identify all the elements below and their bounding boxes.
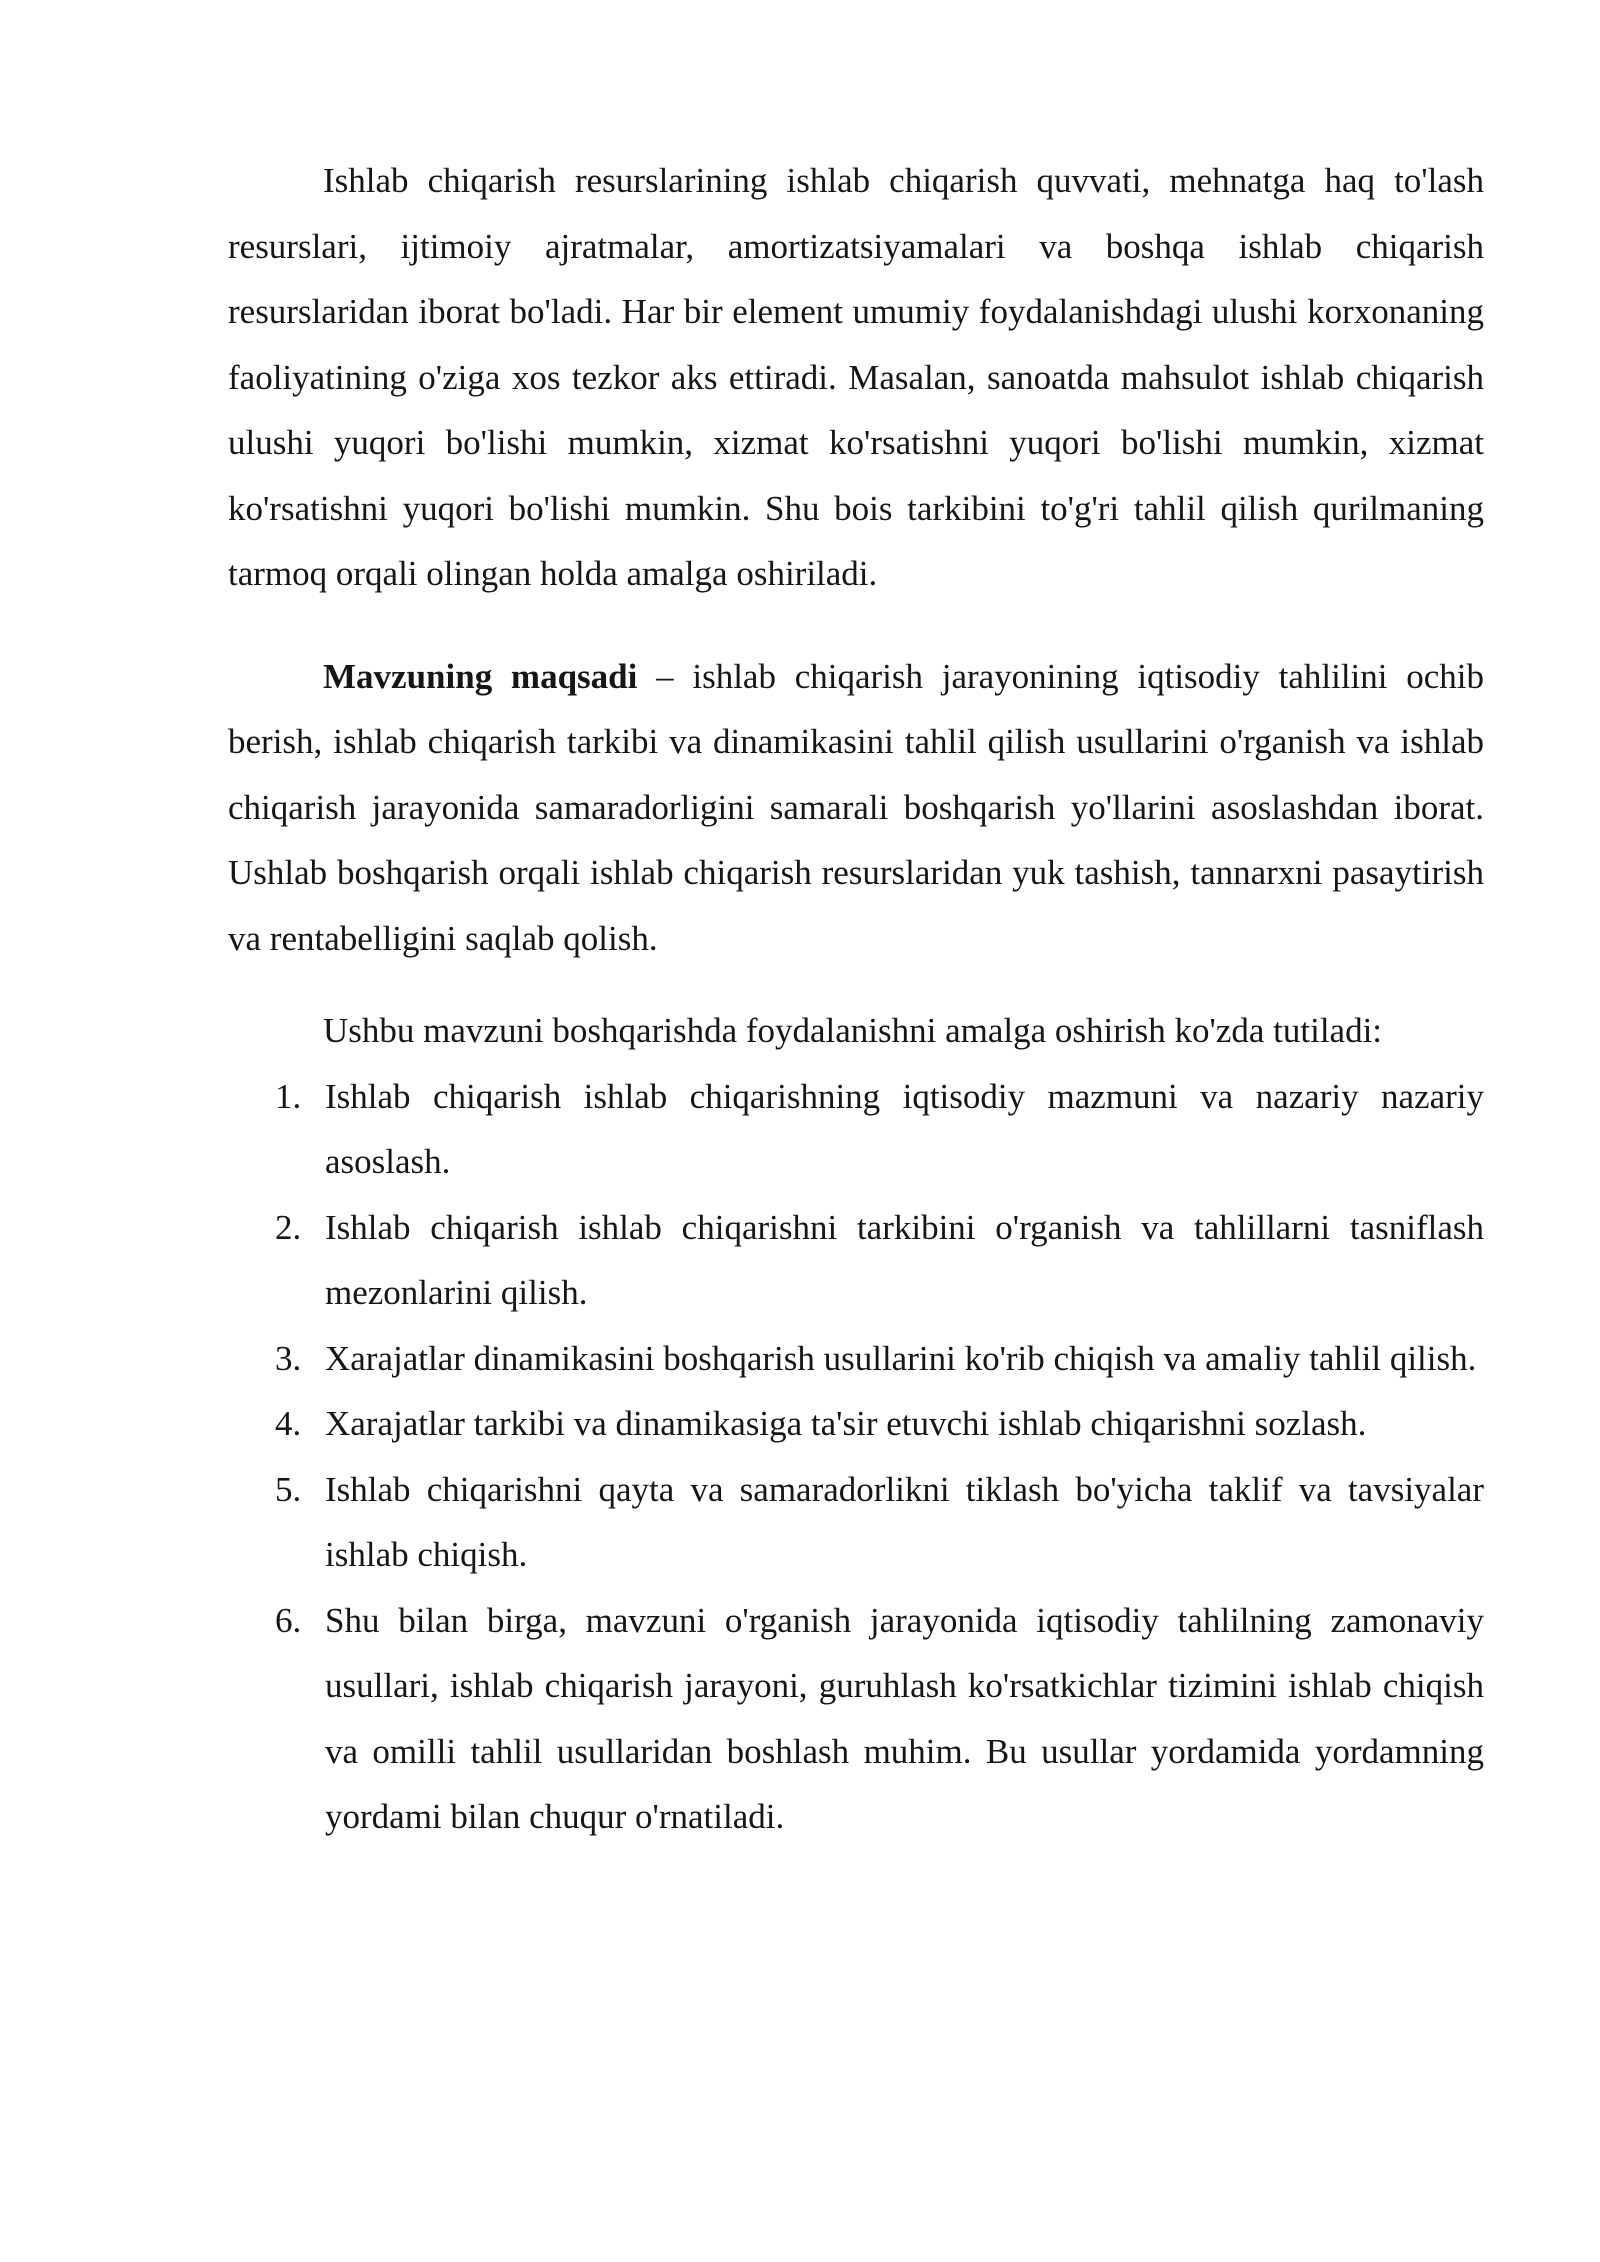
goal-heading: Mavzuning maqsadi [323, 656, 638, 696]
list-item-number: 2. [275, 1207, 302, 1247]
list-item-number: 4. [275, 1404, 302, 1443]
list-item-text: Ishlab chiqarish ishlab chiqarishni tarkibini o'rganish va tahlillarni tasniflash mezonlarini qilish. [325, 1207, 1484, 1312]
list-item-text: Xarajatlar tarkibi va dinamikasiga ta'sir etuvchi ishlab chiqarishni sozlash. [325, 1404, 1367, 1443]
list-item-number: 3. [275, 1338, 302, 1378]
list-item [228, 1326, 1484, 1392]
paragraph-resources: Ishlab chiqarish resurslarining ishlab chiqarish quvvati, mehnatga haq to'lash resurslari, ijtimoiy ajratmalar, amortizatsiyamalari va boshqa ishlab chiqarish resurslaridan iborat bo'ladi. Har bir element umumiy foydalanishdagi ulushi korxonaning faoliyatining o'ziga xos tezkor aks ettiradi. Masalan, sanoatda mahsulot ishlab chiqarish ulushi yuqori bo'lishi mumkin, xizmat ko'rsatishni yuqori bo'lishi mumkin, xizmat ko'rsatishni yuqori bo'lishi mumkin. Shu bois tarkibini to'g'ri tahlil qilish qurilmaning tarmoq orqali olingan holda amalga oshiriladi. [228, 161, 1484, 593]
goal-text: – ishlab chiqarish jarayonining iqtisodiy tahlilini ochib berish, ishlab chiqarish tarkibi va dinamikasini tahlil qilish usullarini o'rganish va ishlab chiqarish jarayonida samaradorligini samarali boshqarish yo'llarini asoslashdan iborat. Ushlab boshqarish orqali ishlab chiqarish resurslaridan yuk tashish, tannarxni pasaytirish va rentabelligini saqlab qolish. [228, 656, 1485, 958]
list-item-text: Ishlab chiqarish ishlab chiqarishning iqtisodiy mazmuni va nazariy nazariy asoslash. [325, 1076, 1484, 1181]
document-body [228, 148, 1484, 1850]
list-item [228, 1588, 1484, 1850]
list-item-text: Ishlab chiqarishni qayta va samaradorlikni tiklash bo'yicha taklif va tavsiyalar ishlab chiqish. [325, 1469, 1484, 1574]
tasks-list [228, 1064, 1484, 1850]
list-item [228, 1391, 1484, 1457]
list-item-number: 5. [275, 1469, 302, 1509]
list-item [228, 1064, 1484, 1195]
list-item-number: 6. [275, 1600, 302, 1640]
list-item [228, 1195, 1484, 1326]
list-item-text: Xarajatlar dinamikasini boshqarish usullarini ko'rib chiqish va amaliy tahlil qilish. [325, 1338, 1477, 1378]
list-item-text: Shu bilan birga, mavzuni o'rganish jarayonida iqtisodiy tahlilning zamonaviy usullari, ishlab chiqarish jarayoni, guruhlash ko'rsatkichlar tizimini ishlab chiqish va omilli tahlil usullaridan boshlash muhim. Bu usullar yordamida yordamning yordami bilan chuqur o'rnatiladi. [325, 1600, 1484, 1836]
paragraph-goal [228, 644, 1484, 972]
list-item [228, 1457, 1484, 1588]
paragraph-tasks-intro: Ushbu mavzuni boshqarishda foydalanishni amalga oshirish ko'zda tutiladi: [323, 1011, 1383, 1050]
list-item-number: 1. [275, 1076, 302, 1116]
